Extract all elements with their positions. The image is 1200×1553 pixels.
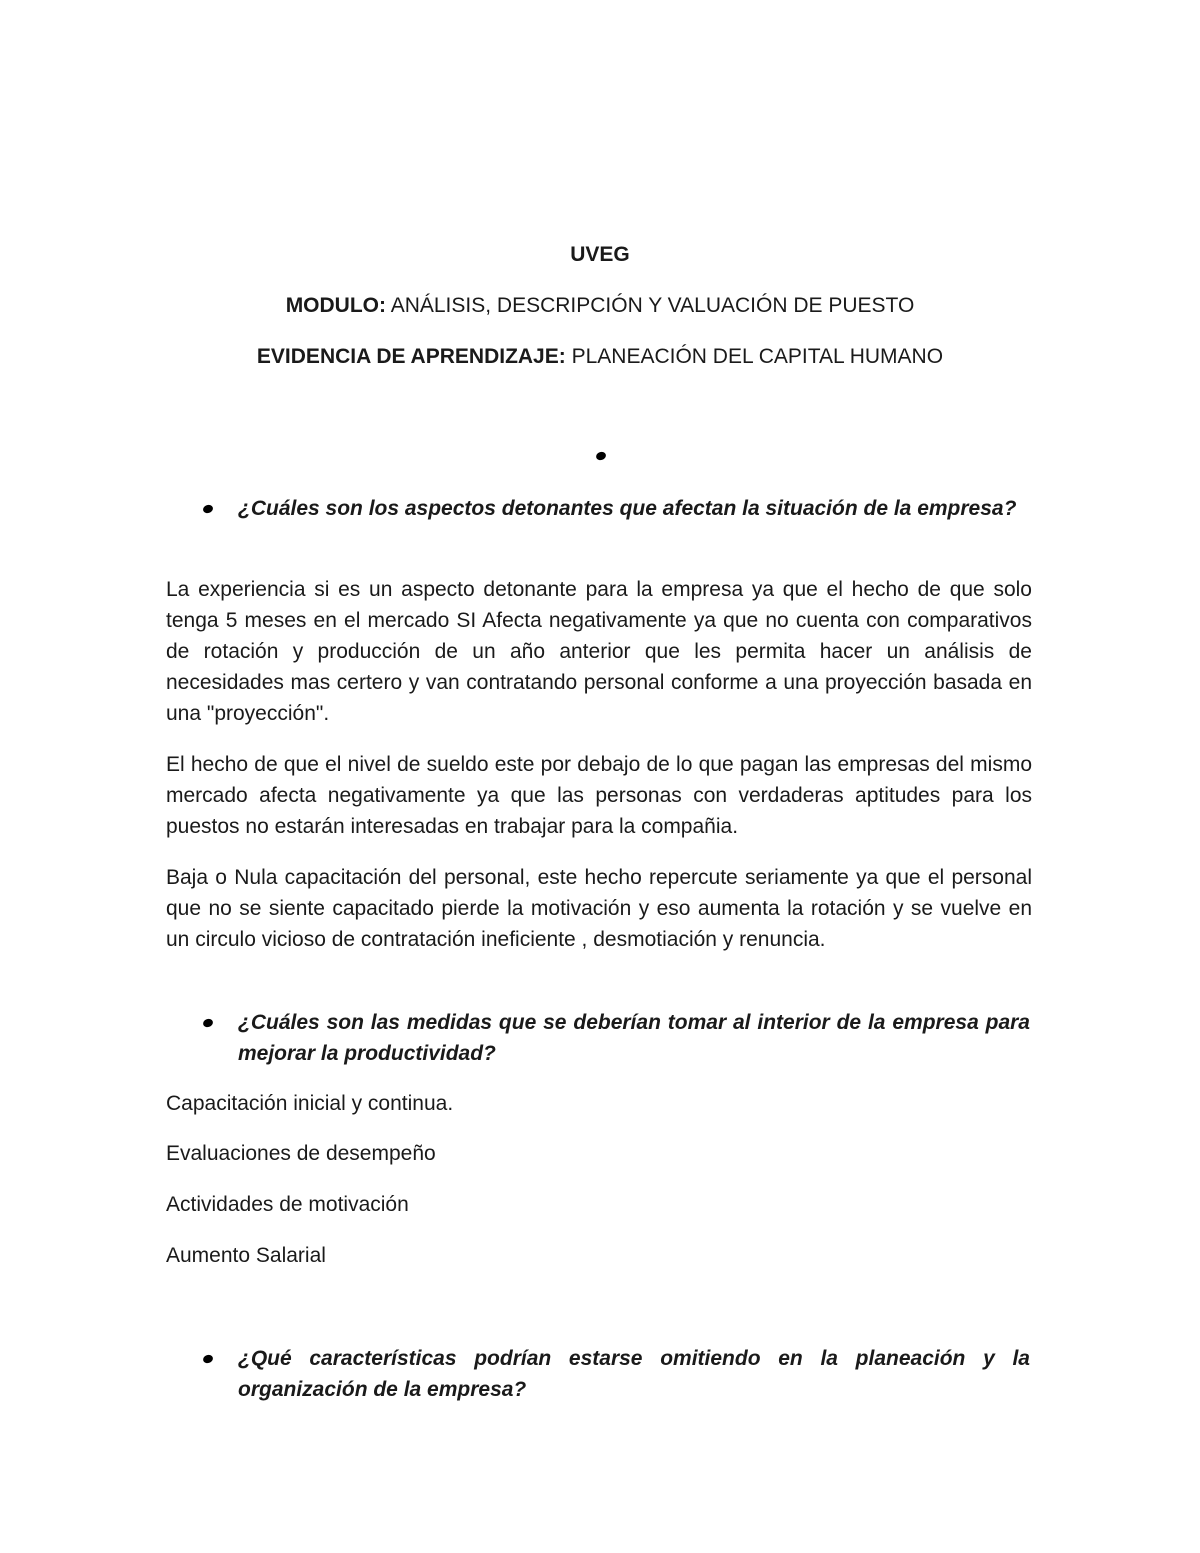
answer-2-item-2: Evaluaciones de desempeño: [166, 1142, 436, 1165]
document-title: UVEG: [570, 243, 630, 266]
answer-2-item-4: Aumento Salarial: [166, 1244, 326, 1267]
question-2: ¿Cuáles son las medidas que se deberían tomar al interior de la empresa para mejorar la productividad?: [238, 1011, 1030, 1065]
bullet-icon: [202, 1354, 214, 1365]
question-3: ¿Qué características podrían estarse omitiendo en la planeación y la organización de la empresa?: [238, 1347, 1030, 1401]
answer-2-item-3: Actividades de motivación: [166, 1193, 409, 1216]
modulo-line: [0, 293, 1200, 319]
empty-bullet-icon: [595, 451, 607, 462]
answer-1-paragraph-1: La experiencia si es un aspecto detonante para la empresa ya que el hecho de que solo tenga 5 meses en el mercado SI Afecta negativamente ya que no cuenta con comparativos de rotación y producción de un año anterior que les permita hacer un análisis de necesidades mas certero y van contratando personal conforme a una proyección basada en una "proyección".: [166, 578, 1032, 725]
bullet-icon: [202, 504, 214, 515]
modulo-label: MODULO:: [285, 294, 387, 317]
answer-2-item-1: Capacitación inicial y continua.: [166, 1092, 454, 1115]
evidencia-label: EVIDENCIA DE APRENDIZAJE:: [256, 345, 566, 368]
answer-1-paragraph-3: Baja o Nula capacitación del personal, este hecho repercute seriamente ya que el personal que no se siente capacitado pierde la motivación y eso aumenta la rotación y se vuelve en un circulo vicioso de contratación ineficiente , desmotiación y renuncia.: [166, 866, 1032, 951]
modulo-value: ANÁLISIS, DESCRIPCIÓN Y VALUACIÓN DE PUESTO: [390, 294, 915, 317]
answer-1-paragraph-2: El hecho de que el nivel de sueldo este por debajo de lo que pagan las empresas del mismo mercado afecta negativamente ya que las personas con verdaderas aptitudes para los puestos no estarán interesadas en trabajar para la compañia.: [166, 753, 1032, 838]
question-1: ¿Cuáles son los aspectos detonantes que afectan la situación de la empresa?: [238, 497, 1017, 520]
evidencia-line: [0, 344, 1200, 370]
bullet-icon: [202, 1018, 214, 1029]
evidencia-value: PLANEACIÓN DEL CAPITAL HUMANO: [571, 345, 944, 368]
